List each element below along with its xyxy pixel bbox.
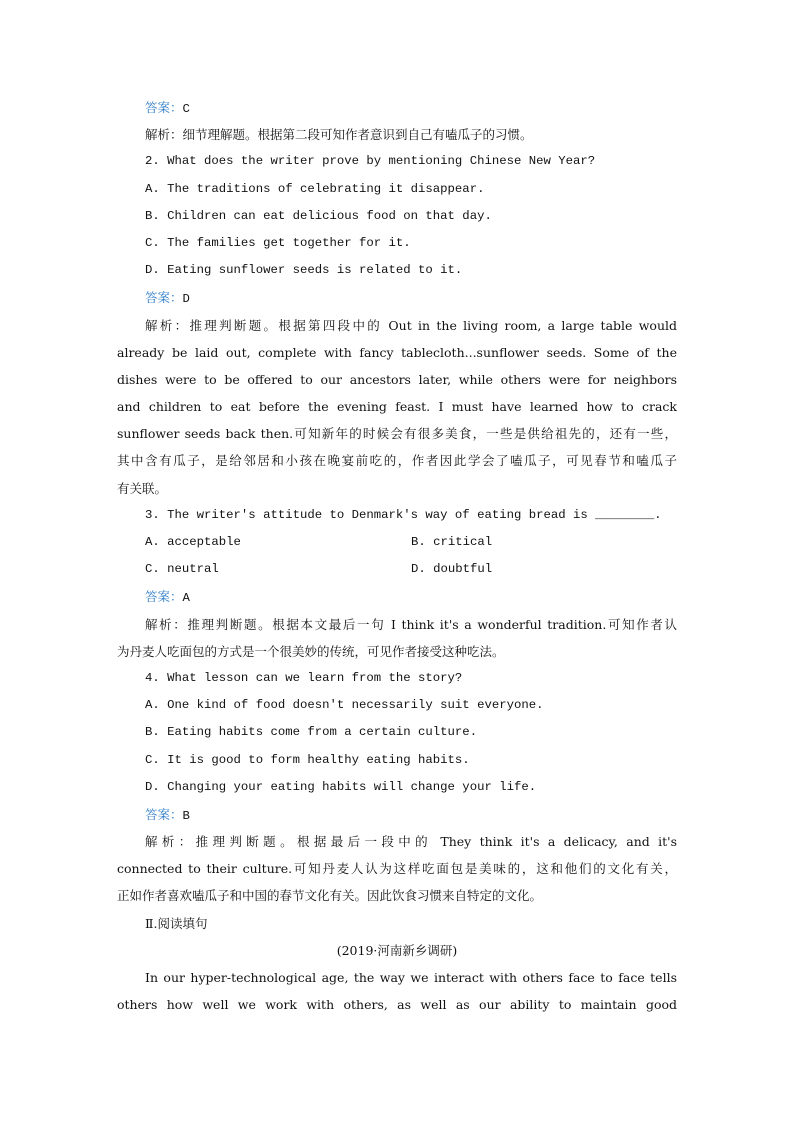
q4-option-a: A. One kind of food doesn't necessarily suit everyone. [145,698,544,713]
q2-option-c: C. The families get together for it. [145,235,411,250]
q3-option-b: B. critical [411,535,493,549]
q3-options-row-2 [117,556,677,583]
answer-value: A [182,591,190,606]
q2-analysis-line-5: sunflower seeds back then.可知新年的时候会有很多美食，一些是供给祖先的，还有一些， [117,426,677,442]
q2-answer [117,284,677,311]
answer-value: C [182,102,190,116]
q3-analysis-line-2: 为丹麦人吃面包的方式是一个很美妙的传统，可见作者接受这种吃法。 [117,643,505,659]
q2-option-d: D. Eating sunflower seeds is related to it. [145,263,463,278]
q3-question: 3. The writer's attitude to Denmark's way of eating bread is ________. [145,507,662,522]
q3-options-row-1 [117,529,677,556]
answer-label: 答案： [145,589,183,605]
q4-option-d: D. Changing your eating habits will change your life. [145,779,537,794]
q3-option-c: C. neutral [145,562,219,577]
q4-analysis-line-3: 正如作者喜欢嗑瓜子和中国的春节文化有关。因此饮食习惯来自特定的文化。 [117,888,543,904]
q4-analysis-line-2: connected to their culture.可知丹麦人认为这样吃面包是美味的，这和他们的文化有关， [117,861,677,877]
section-heading: Ⅱ.阅读填句 [145,915,208,931]
passage-line-2: others how well we work with others, as well as our ability to maintain good [117,997,677,1013]
q4-option-b: B. Eating habits come from a certain culture. [145,725,478,740]
q2-analysis-line-3: dishes were to be offered to our ancestors later, while others were for neighbors [117,371,677,387]
q1-analysis: 解析：细节理解题。根据第二段可知作者意识到自己有嗑瓜子的习惯。 [145,127,533,143]
q4-analysis-line-1: 解析：推理判断题。根据最后一段中的 They think it's a delicacy, and it's [145,834,677,850]
q2-analysis-line-7: 有关联。 [117,480,168,496]
document-body [117,94,677,1018]
q3-option-d: D. doubtful [411,562,493,577]
q2-analysis-line-6: 其中含有瓜子，是给邻居和小孩在晚宴前吃的，作者因此学会了嗑瓜子，可见春节和嗑瓜子 [117,453,677,469]
answer-value: B [182,808,190,823]
answer-label: 答案： [145,100,183,115]
q2-analysis-line-2: already be laid out, complete with fancy tablecloth...sunflower seeds. Some of the [117,344,677,360]
q2-analysis-line-1: 解析：推理判断题。根据第四段中的 Out in the living room, a large table would [145,317,677,333]
answer-value: D [182,292,190,307]
q2-option-b: B. Children can eat delicious food on that day. [145,208,492,223]
answer-label: 答案： [145,290,183,306]
q2-option-a: A. The traditions of celebrating it disappear. [145,181,485,196]
source-note: (2019·河南新乡调研) [336,942,458,958]
q3-option-a: A. acceptable [145,535,241,549]
q2-question: 2. What does the writer prove by mentioning Chinese New Year? [145,154,596,169]
q4-answer [117,801,677,828]
q3-answer [117,583,677,610]
q4-option-c: C. It is good to form healthy eating habits. [145,752,470,767]
passage-line-1: In our hyper-technological age, the way we interact with others face to face tells [145,970,677,985]
q3-analysis-line-1: 解析：推理判断题。根据本文最后一句 I think it's a wonderful tradition.可知作者认 [145,616,677,632]
answer-label: 答案： [145,806,183,822]
q1-answer [117,94,677,121]
q2-analysis-line-4: and children to eat before the evening feast. I must have learned how to crack [117,399,677,415]
q4-question: 4. What lesson can we learn from the story? [145,670,463,685]
